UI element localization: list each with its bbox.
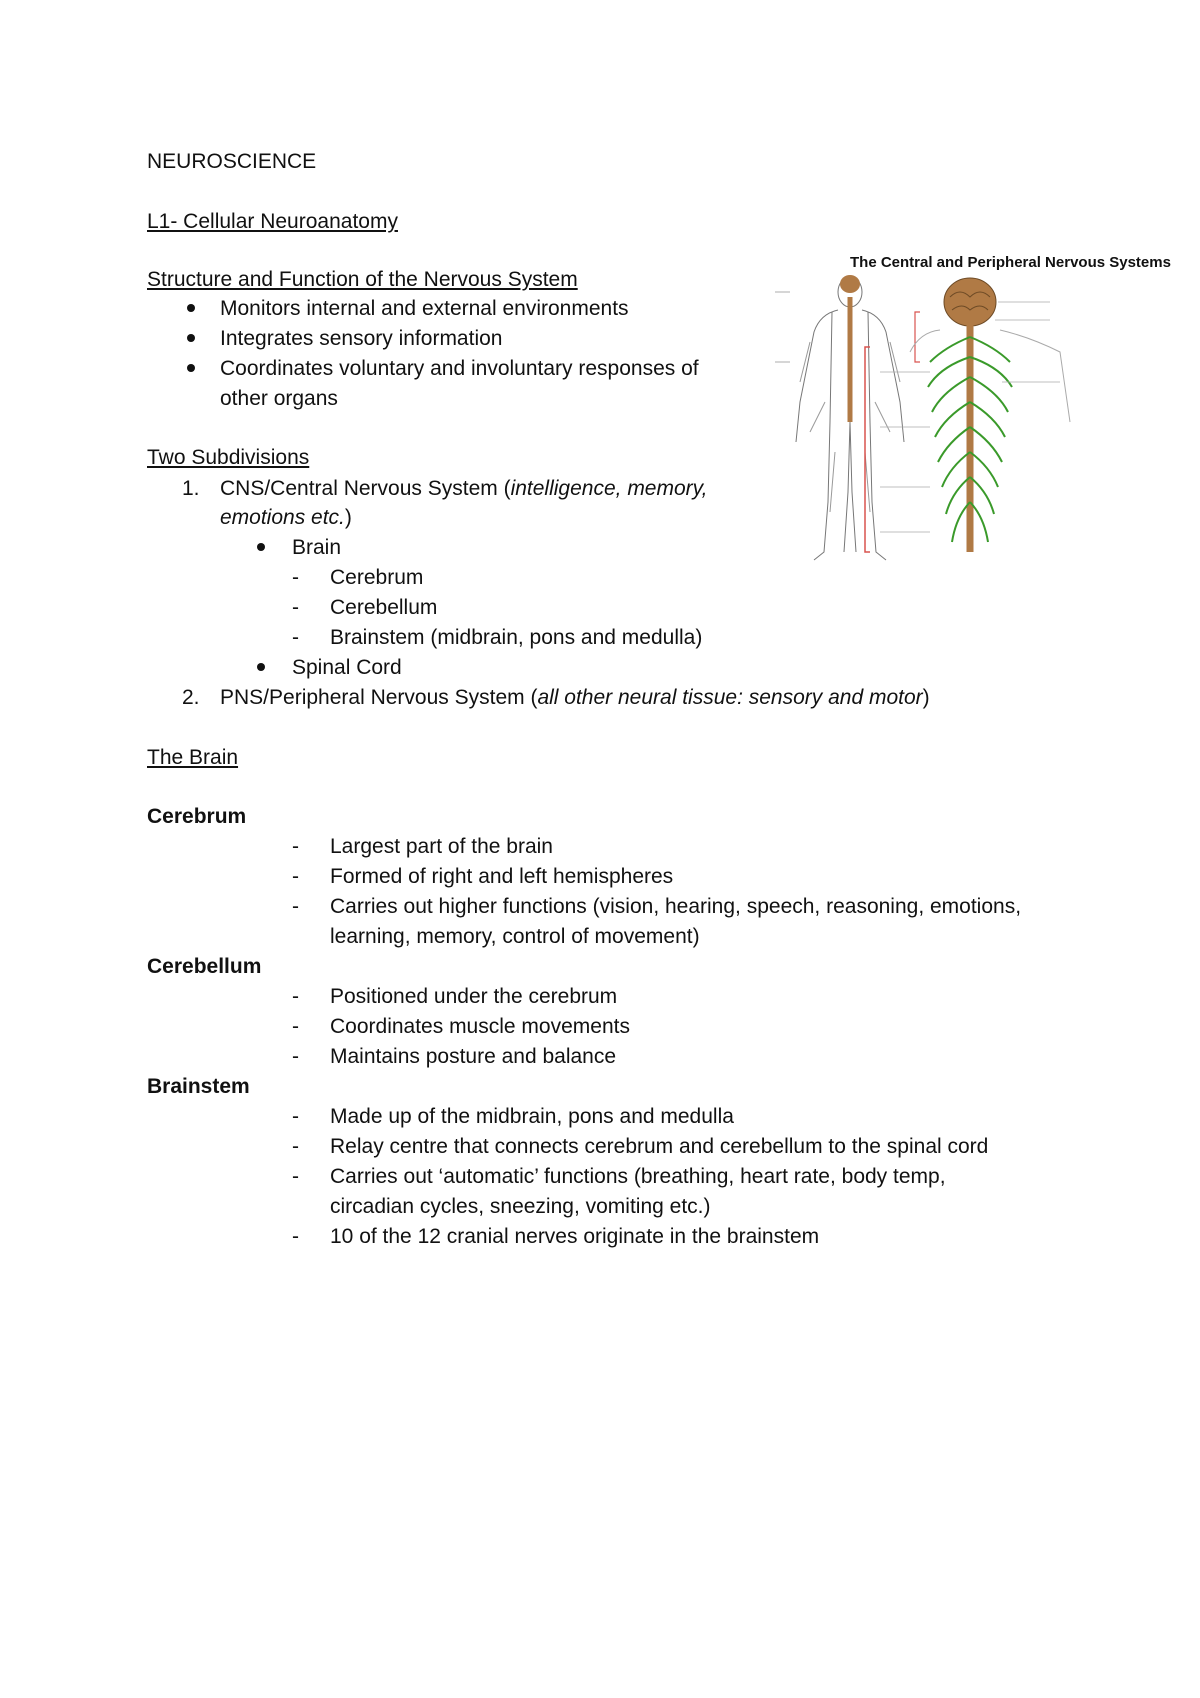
list-item-pns <box>220 686 930 710</box>
list-item: Cerebellum <box>330 596 438 619</box>
list-item-continuation: circadian cycles, sneezing, vomiting etc.) <box>330 1195 711 1218</box>
list-item: Relay centre that connects cerebrum and cerebellum to the spinal cord <box>330 1135 989 1158</box>
list-item-spinal-cord: Spinal Cord <box>292 656 402 679</box>
subheading-cerebrum: Cerebrum <box>147 805 247 828</box>
list-item: Coordinates voluntary and involuntary responses of <box>220 357 699 380</box>
list-number: 1. <box>182 477 200 500</box>
list-item: Formed of right and left hemispheres <box>330 865 674 888</box>
list-item-cns <box>220 477 707 501</box>
dash-icon: - <box>292 1165 299 1188</box>
section-heading-brain: The Brain <box>147 746 239 769</box>
list-item-continuation: other organs <box>220 387 338 410</box>
list-item-continuation: learning, memory, control of movement) <box>330 925 700 948</box>
figure-title: The Central and Peripheral Nervous Systems <box>850 254 1171 271</box>
dash-icon: - <box>292 1015 299 1038</box>
subheading-brainstem: Brainstem <box>147 1075 250 1098</box>
right-label-lines <box>995 302 1060 382</box>
section-heading-subdivisions: Two Subdivisions <box>147 446 310 469</box>
list-item: Coordinates muscle movements <box>330 1015 630 1038</box>
dash-icon: - <box>292 865 299 888</box>
document-title: NEUROSCIENCE <box>147 150 317 173</box>
bullet-icon <box>187 364 195 372</box>
nervous-system-illustration <box>770 252 1170 572</box>
list-item: Made up of the midbrain, pons and medulla <box>330 1105 734 1128</box>
dash-icon: - <box>292 1045 299 1068</box>
pns-label: PNS/Peripheral Nervous System ( <box>220 686 538 709</box>
list-item: Monitors internal and external environments <box>220 297 629 320</box>
list-item: Largest part of the brain <box>330 835 553 858</box>
list-item: Positioned under the cerebrum <box>330 985 618 1008</box>
subheading-cerebellum: Cerebellum <box>147 955 262 978</box>
list-item: 10 of the 12 cranial nerves originate in the brainstem <box>330 1225 820 1248</box>
list-item: Carries out ‘automatic’ functions (breathing, heart rate, body temp, <box>330 1165 946 1188</box>
middle-label-lines <box>880 372 930 532</box>
region-bracket-small <box>915 312 920 362</box>
pns-close: ) <box>922 686 930 709</box>
nervous-system-figure <box>770 252 1170 572</box>
cns-detail-cont: emotions etc. <box>220 506 345 529</box>
dash-icon: - <box>292 895 299 918</box>
dash-icon: - <box>292 835 299 858</box>
list-item-brain: Brain <box>292 536 342 559</box>
brain-left <box>840 275 860 293</box>
bullet-icon <box>187 304 195 312</box>
list-item: Brainstem (midbrain, pons and medulla) <box>330 626 703 649</box>
pns-detail: all other neural tissue: sensory and motor <box>537 686 923 709</box>
list-item: Carries out higher functions (vision, hearing, speech, reasoning, emotions, <box>330 895 1022 918</box>
cns-detail: intelligence, memory, <box>510 477 708 500</box>
bullet-icon <box>187 334 195 342</box>
cns-label: CNS/Central Nervous System ( <box>220 477 511 500</box>
lecture-title: L1- Cellular Neuroanatomy <box>147 210 398 233</box>
list-item-cns-continuation <box>220 506 352 530</box>
list-item: Maintains posture and balance <box>330 1045 617 1068</box>
left-label-lines <box>775 292 790 362</box>
dash-icon: - <box>292 1225 299 1248</box>
cns-close: ) <box>344 506 352 529</box>
brain-right <box>944 278 996 326</box>
list-item: Cerebrum <box>330 566 424 589</box>
section-heading-structure: Structure and Function of the Nervous System <box>147 268 578 291</box>
dash-icon: - <box>292 566 299 589</box>
dash-icon: - <box>292 626 299 649</box>
dash-icon: - <box>292 596 299 619</box>
bullet-icon <box>257 663 265 671</box>
list-number: 2. <box>182 686 200 709</box>
list-item: Integrates sensory information <box>220 327 503 350</box>
bullet-icon <box>257 543 265 551</box>
dash-icon: - <box>292 1105 299 1128</box>
dash-icon: - <box>292 1135 299 1158</box>
dash-icon: - <box>292 985 299 1008</box>
